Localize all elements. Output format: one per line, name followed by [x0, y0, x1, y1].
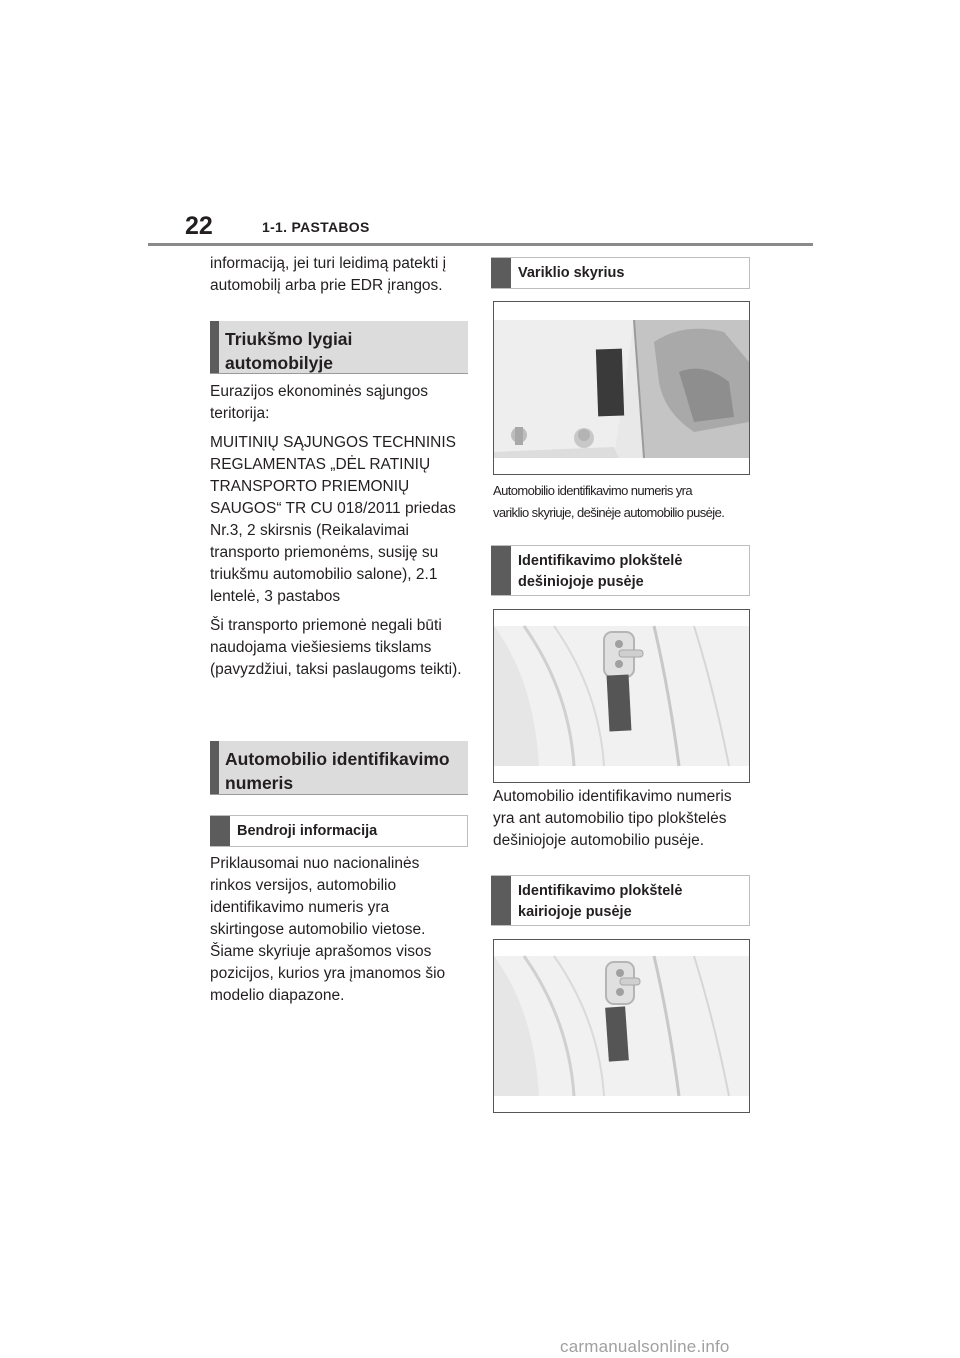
- noise-paragraph-2: MUITINIŲ SĄJUNGOS TECHNINIS REGLAMENTAS „DĖL RATINIŲ TRANSPORTO PRIEMONIŲ SAUGOS“ TR CU 018/2011 priedas Nr.3, 2 skirsnis (Reikalavimai transporto priemonėms, susiję su triukšmu automobilio salone), 2.1 lentelė, 3 pastabos: [210, 434, 457, 605]
- door-pillar-left-illustration: [494, 940, 749, 1112]
- watermark: carmanualsonline.info: [560, 1337, 730, 1356]
- subheading-bar: [491, 876, 511, 925]
- section-title: 1-1. PASTABOS: [262, 219, 370, 235]
- heading-vin-text: Automobilio identifikavimo numeris: [225, 749, 450, 793]
- intro-text: informaciją, jei turi leidimą patekti į automobilį arba prie EDR įrangos.: [210, 255, 447, 294]
- right-plate-caption-block: [493, 786, 753, 859]
- subheading-left-plate-text: Identifikavimo plokštelė kairiojoje pusėje: [518, 883, 683, 920]
- general-paragraph-1: Priklausomai nuo nacionalinės rinkos versijos, automobilio identifikavimo numeris yra skirtingose automobilio vietose. Šiame skyriuje aprašomos visos pozicijos, kurios yra įmanomos šio modelio diapazone.: [210, 855, 446, 1004]
- subheading-engine-text: Variklio skyrius: [518, 265, 625, 281]
- heading-bar: [210, 321, 219, 373]
- subheading-bar: [491, 546, 511, 595]
- intro-paragraph: [210, 253, 462, 304]
- heading-noise-levels-text: Triukšmo lygiai automobilyje: [225, 329, 353, 373]
- heading-vin: [210, 741, 468, 795]
- engine-caption: [493, 480, 763, 524]
- engine-caption-line-2: variklio skyriuje, dešinėje automobilio pusėje.: [493, 505, 725, 520]
- heading-bar: [210, 741, 219, 794]
- subheading-engine: [491, 257, 750, 289]
- heading-noise-levels: [210, 321, 468, 374]
- engine-caption-line-1: Automobilio identifikavimo numeris yra: [493, 483, 693, 498]
- subheading-general-text: Bendroji informacija: [237, 823, 378, 839]
- subheading-bar: [491, 258, 511, 288]
- right-plate-caption: Automobilio identifikavimo numeris yra ant automobilio tipo plokštelės dešiniojoje automobilio pusėje.: [493, 788, 732, 849]
- subheading-left-plate: [491, 875, 750, 926]
- engine-compartment-figure: [493, 301, 750, 475]
- left-plate-figure: [493, 939, 750, 1113]
- noise-paragraph-1: Eurazijos ekonominės sąjungos teritorija:: [210, 383, 428, 422]
- noise-paragraphs: [210, 381, 462, 688]
- subheading-general: [210, 815, 468, 847]
- page-number: 22: [185, 212, 213, 240]
- subheading-right-plate-text: Identifikavimo plokštelė dešiniojoje pusėje: [518, 553, 683, 590]
- right-plate-figure: [493, 609, 750, 783]
- header-rule: [148, 243, 813, 246]
- noise-paragraph-3: Ši transporto priemonė negali būti naudojama viešiesiems tikslams (pavyzdžiui, taksi paslaugoms teikti).: [210, 617, 462, 678]
- door-pillar-right-illustration: [494, 610, 749, 782]
- subheading-bar: [210, 816, 230, 846]
- general-paragraphs: [210, 853, 462, 1014]
- subheading-right-plate: [491, 545, 750, 596]
- engine-compartment-illustration: [494, 302, 749, 474]
